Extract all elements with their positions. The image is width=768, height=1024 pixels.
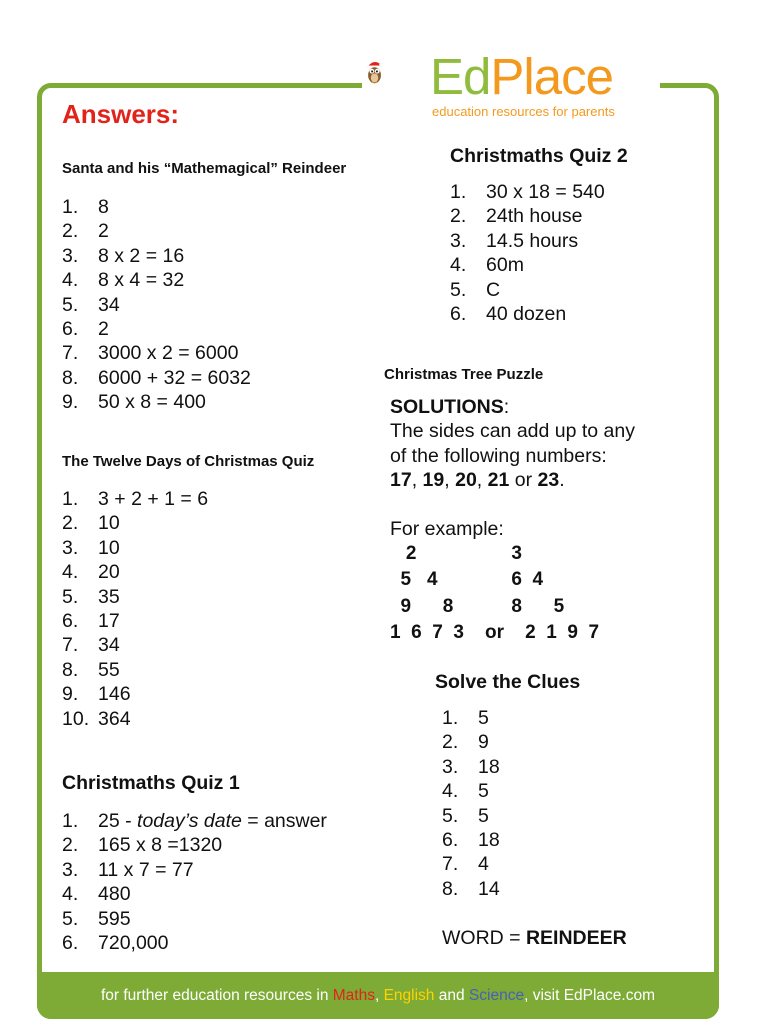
list-item — [62, 633, 208, 657]
tree-puzzle-solutions — [390, 395, 710, 541]
number-value: 23 — [537, 469, 560, 492]
item-number: 5. — [62, 585, 79, 608]
list-item — [442, 755, 500, 779]
item-answer: 11 x 7 = 77 — [98, 858, 194, 881]
item-answer: 5 — [478, 707, 489, 729]
item-number: 10. — [62, 707, 90, 730]
item-number: 6. — [62, 318, 79, 341]
number-value: 20 — [455, 469, 477, 492]
solutions-line1: The sides can add up to any — [390, 420, 635, 443]
item-number: 8. — [62, 366, 79, 389]
item-answer: 3000 x 2 = 6000 — [98, 342, 239, 365]
item-answer: 8 x 2 = 16 — [98, 244, 185, 267]
tree-example — [390, 541, 599, 646]
list-item — [442, 730, 500, 754]
quiz1-heading: Christmaths Quiz 1 — [62, 772, 240, 794]
list-item — [62, 658, 208, 682]
tree-row: 5 4 6 4 — [390, 569, 544, 591]
quiz2-heading: Christmaths Quiz 2 — [450, 145, 628, 167]
item-number: 6. — [442, 829, 459, 852]
tree-row: 2 3 — [390, 543, 522, 564]
quiz1-item1-italic: today’s date — [137, 810, 242, 832]
item-answer: 40 dozen — [486, 303, 567, 326]
item-answer: 146 — [98, 683, 131, 706]
item-number: 5. — [450, 278, 467, 301]
list-item — [62, 219, 251, 243]
list-item — [62, 585, 208, 609]
list-item — [62, 390, 251, 414]
item-number: 8. — [442, 877, 459, 900]
list-item — [450, 278, 605, 302]
item-number: 1. — [442, 707, 459, 729]
footer-bar — [37, 972, 719, 1019]
brand-tagline: education resources for parents — [432, 104, 615, 119]
list-item — [62, 833, 327, 857]
list-item — [450, 180, 605, 204]
list-item — [62, 366, 251, 390]
item-number: 4. — [442, 780, 459, 803]
list-item — [62, 858, 327, 882]
item-answer: 2 — [98, 318, 109, 341]
item-number: 3. — [62, 536, 79, 559]
santa-heading: Santa and his “Mathemagical” Reindeer — [62, 160, 347, 177]
twelve-days-heading: The Twelve Days of Christmas Quiz — [62, 453, 315, 470]
item-number: 8. — [62, 658, 79, 681]
item-answer: 5 — [478, 804, 489, 827]
item-number: 4. — [450, 254, 467, 277]
footer-comma: , — [374, 987, 384, 1004]
item-number: 1. — [62, 488, 79, 510]
brand-ed: Ed — [430, 48, 491, 105]
item-answer: 10 — [98, 536, 120, 559]
item-number: 3. — [450, 229, 467, 252]
item-number: 6. — [62, 932, 79, 955]
list-item — [62, 293, 251, 317]
list-item — [62, 682, 208, 706]
brand-place: Place — [490, 48, 613, 105]
solutions-numbers: 17, 19, 20, 21 or 23. — [390, 469, 565, 492]
item-answer: 3 + 2 + 1 = 6 — [98, 488, 209, 510]
item-number: 5. — [62, 907, 79, 930]
list-item — [62, 560, 208, 584]
item-answer: 24th house — [486, 205, 583, 228]
list-item — [62, 931, 327, 955]
item-answer: 5 — [478, 780, 489, 803]
item-number: 3. — [62, 244, 79, 267]
item-answer: 30 x 18 = 540 — [486, 181, 605, 203]
item-answer: 34 — [98, 293, 120, 316]
page-title: Answers: — [62, 99, 180, 129]
item-number: 3. — [62, 858, 79, 881]
item-answer: 6000 + 32 = 6032 — [98, 366, 251, 389]
clues-answer-list — [442, 706, 500, 901]
list-item — [62, 609, 208, 633]
list-item — [442, 828, 500, 852]
list-item — [62, 317, 251, 341]
twelve-days-answer-list — [62, 487, 208, 731]
item-number: 2. — [62, 834, 79, 857]
item-number: 2. — [62, 220, 79, 243]
item-answer: 20 — [98, 561, 120, 584]
footer-and: and — [434, 987, 469, 1004]
list-item — [442, 706, 500, 730]
item-number: 7. — [62, 342, 79, 365]
footer-science-link[interactable]: Science — [468, 987, 525, 1004]
item-answer: 55 — [98, 658, 120, 681]
or-word: or — [514, 469, 533, 492]
list-item — [62, 907, 327, 931]
word-label: WORD = — [442, 927, 526, 949]
item-answer: 8 x 4 = 32 — [98, 269, 185, 292]
item-answer — [98, 809, 327, 833]
item-answer: 35 — [98, 585, 120, 608]
item-answer: 364 — [98, 707, 131, 730]
item-answer: 14.5 hours — [486, 229, 579, 252]
list-item — [442, 877, 500, 901]
number-value: 19 — [422, 469, 445, 492]
item-answer: 9 — [478, 731, 489, 754]
list-item — [62, 511, 208, 535]
item-number: 2. — [450, 205, 467, 228]
footer-prefix: for further education resources in — [100, 987, 333, 1004]
number-value: 21 — [487, 469, 510, 492]
item-answer: 14 — [478, 877, 500, 900]
tree-puzzle-heading: Christmas Tree Puzzle — [384, 366, 544, 383]
item-answer: 50 x 8 = 400 — [98, 391, 206, 414]
solutions-line2: of the following numbers: — [390, 444, 607, 467]
quiz1-answer-list — [62, 809, 327, 955]
quiz1-item1-prefix: 25 - — [98, 810, 138, 832]
list-item — [62, 809, 327, 833]
footer-maths-link[interactable]: Maths — [332, 987, 375, 1004]
list-item — [62, 195, 251, 219]
item-number: 7. — [62, 634, 79, 657]
item-answer: 595 — [98, 907, 131, 930]
brand-wordmark — [430, 50, 613, 104]
tree-row: 1 6 7 3 or 2 1 9 7 — [390, 621, 600, 643]
item-number: 5. — [62, 293, 79, 316]
item-answer: 17 — [98, 610, 120, 633]
list-item — [442, 852, 500, 876]
word-value: REINDEER — [525, 927, 627, 949]
quiz2-answer-list — [450, 180, 605, 326]
item-number: 2. — [62, 512, 79, 535]
list-item — [450, 229, 605, 253]
item-answer: 18 — [478, 755, 500, 778]
item-number: 1. — [62, 196, 79, 218]
item-answer: 480 — [98, 883, 131, 906]
clues-heading: Solve the Clues — [435, 671, 581, 693]
list-item — [62, 268, 251, 292]
example-label: For example: — [390, 517, 504, 540]
tree-row: 9 8 8 5 — [390, 595, 565, 617]
solutions-colon: : — [503, 396, 510, 418]
item-number: 6. — [62, 610, 79, 633]
item-answer: 4 — [478, 853, 489, 876]
item-answer: 165 x 8 =1320 — [98, 834, 223, 857]
list-item — [62, 536, 208, 560]
number-value: 17 — [390, 469, 412, 492]
list-item — [62, 341, 251, 365]
list-item — [62, 487, 208, 511]
item-answer: 8 — [98, 196, 109, 218]
list-item — [62, 882, 327, 906]
list-item — [450, 302, 605, 326]
item-answer: 2 — [98, 220, 109, 243]
footer-suffix: , visit EdPlace.com — [524, 987, 656, 1004]
quiz1-item1-suffix: = answer — [241, 810, 327, 832]
item-number: 9. — [62, 391, 79, 414]
item-number: 4. — [62, 883, 79, 906]
solutions-label: SOLUTIONS — [390, 396, 504, 418]
item-number: 1. — [450, 181, 467, 203]
item-answer: 60m — [486, 254, 524, 277]
item-number: 4. — [62, 269, 79, 292]
list-item — [450, 204, 605, 228]
item-answer: C — [486, 278, 501, 301]
item-number: 6. — [450, 303, 467, 326]
item-answer: 10 — [98, 512, 120, 535]
item-answer: 34 — [98, 634, 120, 657]
santa-answer-list — [62, 195, 251, 415]
item-number: 7. — [442, 853, 459, 876]
list-item — [62, 244, 251, 268]
list-item — [62, 707, 208, 731]
clues-word — [442, 926, 627, 950]
item-answer: 18 — [478, 829, 500, 852]
item-number: 2. — [442, 731, 459, 754]
item-number: 3. — [442, 755, 459, 778]
list-item — [450, 253, 605, 277]
footer-english-link[interactable]: English — [383, 987, 435, 1004]
item-number: 9. — [62, 683, 79, 706]
list-item — [442, 779, 500, 803]
item-number: 4. — [62, 561, 79, 584]
item-answer: 720,000 — [98, 932, 169, 955]
list-item — [442, 804, 500, 828]
item-number: 1. — [62, 810, 79, 832]
item-number: 5. — [442, 804, 459, 827]
